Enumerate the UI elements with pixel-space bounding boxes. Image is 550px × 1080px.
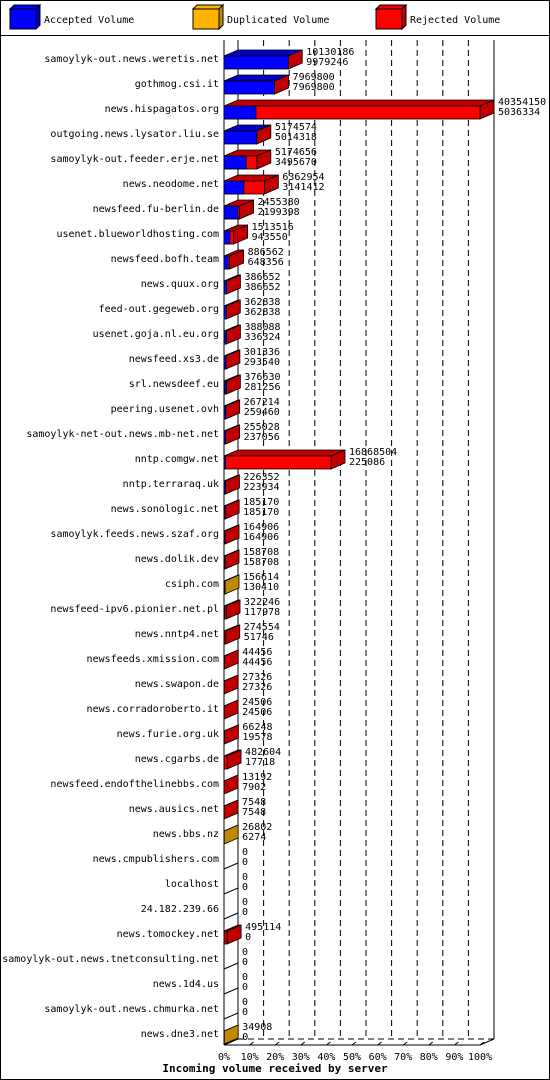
bar-rejected-top [224,100,494,106]
bar-empty [224,913,238,919]
value-total: 226352 [243,472,280,483]
row-label: samoylyk-out.feeder.erje.net [50,154,219,165]
value-total: 164906 [243,522,280,533]
row-label: news.ausics.net [128,804,219,815]
x-tick-label: 0% [217,1052,231,1063]
x-tick-label: 80% [419,1052,438,1063]
bar-accepted [224,606,225,619]
value-total: 322246 [244,597,281,608]
value-total: 5174656 [274,147,317,158]
value-accepted: 164906 [243,532,280,543]
value-accepted: 130410 [242,582,280,593]
bar-empty [224,863,238,869]
bar-accepted [224,456,225,469]
row-label: news.corradoroberto.it [86,704,219,715]
row-label: samoylyk.feeds.news.szaf.org [50,529,219,540]
legend-label-duplicated: Duplicated Volume [227,15,330,26]
bar-empty [224,963,238,969]
value-accepted: 0 [242,957,249,968]
row-label: news.cgarbs.de [134,754,219,765]
value-total: 66248 [242,722,273,733]
bar-accepted-side [224,675,238,694]
row-label: peering.usenet.ovh [110,404,219,415]
x-tick-label: 10% [240,1052,259,1063]
row-label: news.nntp4.net [134,629,219,640]
row-label: newsfeed.xs3.de [128,354,219,365]
row-label: news.cmpublishers.com [92,854,219,865]
value-total: 301336 [243,347,281,358]
value-accepted: 281256 [244,382,281,393]
value-accepted: 259460 [243,407,280,418]
value-accepted: 27326 [242,682,273,693]
value-total: 886562 [247,247,284,258]
bar-empty [224,988,238,994]
bar-rejected-top [224,450,345,456]
bar-accepted [224,506,225,519]
value-accepted: 0 [242,1032,249,1043]
legend-swatch-top [376,5,406,9]
value-accepted: 51746 [243,632,274,643]
bar-rejected [224,106,480,119]
value-accepted: 24506 [242,707,273,718]
bar-accepted-side [225,550,239,569]
value-total: 7969800 [292,72,335,83]
row-label: newsfeed.bofh.team [110,254,219,265]
value-accepted: 0 [242,907,249,918]
value-total: 0 [242,997,249,1008]
bar-empty [224,888,238,894]
bar-rejected-side [224,775,238,794]
value-total: 0 [242,972,249,983]
value-total: 156614 [242,572,280,583]
value-accepted: 3141412 [282,182,325,193]
legend-swatch-side [219,5,223,29]
bar-accepted [224,81,275,94]
row-label: news.hispagatos.org [104,104,219,115]
value-total: 185170 [243,497,280,508]
value-total: 44456 [242,647,273,658]
value-accepted: 185170 [243,507,280,518]
row-label: news.tomockey.net [116,929,219,940]
x-axis-title: Incoming volume received by server [162,1062,388,1075]
x-tick-label: 40% [317,1052,336,1063]
row-label: newsfeed.fu-berlin.de [92,204,219,215]
row-label: srl.newsdeef.eu [128,379,219,390]
value-accepted: 158708 [243,557,280,568]
x-tick-label: 30% [291,1052,310,1063]
value-total: 7548 [242,797,267,808]
bar-accepted [224,306,226,319]
row-label: nntp.comgw.net [134,454,219,465]
row-label: news.furie.org.uk [116,729,219,740]
row-label: news.dolik.dev [134,554,219,565]
value-accepted: 3495670 [274,157,317,168]
row-label: nntp.terraraq.uk [122,479,219,490]
bar-accepted [224,181,244,194]
value-total: 0 [242,872,249,883]
row-label: localhost [164,879,219,890]
value-total: 2455380 [257,197,300,208]
value-accepted: 6274 [242,832,267,843]
row-label: 24.182.239.66 [140,904,219,915]
legend-swatch-top [10,5,40,9]
row-label: news.bbs.nz [152,829,219,840]
x-tick-label: 50% [342,1052,362,1063]
value-total: 26802 [242,822,273,833]
value-total: 255028 [243,422,280,433]
value-total: 6362954 [282,172,325,183]
bar-duplicated-side [225,575,239,594]
bar-accepted-side [224,650,238,669]
value-total: 40354150 [498,97,547,108]
value-accepted: 0 [245,932,252,943]
value-total: 24506 [242,697,273,708]
bar-accepted [224,331,226,344]
x-tick-label: 100% [467,1052,493,1063]
bar-accepted [224,556,225,569]
value-total: 0 [242,897,249,908]
value-accepted: 386652 [244,282,281,293]
bar-accepted [224,131,257,144]
value-total: 0 [242,847,249,858]
value-accepted: 19578 [242,732,273,743]
legend-swatch-duplicated [193,9,219,29]
row-label: news.dne3.net [140,1029,219,1040]
bar-rejected-side [227,925,241,944]
legend-swatch-rejected [376,9,402,29]
bar-rejected-side [225,475,239,494]
value-accepted: 336324 [244,332,281,343]
bar-accepted [224,231,230,244]
value-accepted: 0 [242,857,249,868]
value-accepted: 943550 [251,232,288,243]
bar-accepted-side [225,525,239,544]
bar-accepted [224,381,226,394]
value-accepted: 7548 [242,807,267,818]
row-label: usenet.blueworldhosting.com [56,229,219,240]
row-label: csiph.com [164,579,219,590]
value-accepted: 223934 [243,482,280,493]
row-label: news.swapon.de [134,679,219,690]
value-accepted: 0 [242,1007,249,1018]
x-tick-label: 60% [368,1052,387,1063]
row-label: news.sonologic.net [110,504,219,515]
bar-accepted-side [224,800,238,819]
bar-rejected-side [227,750,241,769]
bar-accepted [224,106,256,119]
row-label: newsfeed-ipv6.pionier.net.pl [50,604,219,615]
bar-accepted [224,581,225,594]
value-accepted: 44456 [242,657,273,668]
bar-rejected-side [224,725,238,744]
value-total: 386652 [244,272,281,283]
bar-accepted [224,531,225,544]
value-total: 362838 [244,297,281,308]
bar-accepted [224,206,238,219]
row-label: newsfeed.endofthelinebbs.com [50,779,219,790]
row-label: news.1d4.us [152,979,219,990]
value-total: 13192 [242,772,273,783]
row-label: feed-out.gegeweb.org [98,304,219,315]
value-total: 16868504 [349,447,398,458]
value-total: 482604 [245,747,282,758]
value-accepted: 0 [242,882,249,893]
bar-duplicated-side [224,825,238,844]
value-accepted: 5036334 [498,107,541,118]
floor-edge-right [480,1039,494,1045]
row-label: samoylyk-out.news.weretis.net [44,54,219,65]
legend-swatch-top [193,5,223,9]
value-accepted: 0 [242,982,249,993]
bar-accepted [224,431,226,444]
x-tick-label: 70% [394,1052,413,1063]
value-total: 158708 [243,547,280,558]
row-label: samoylyk-out.news.chmurka.net [44,1004,219,1015]
bar-accepted [224,156,246,169]
bar-accepted [224,56,288,69]
legend-label-rejected: Rejected Volume [410,15,501,26]
row-label: samoylyk-out.news.tnetconsulting.net [2,954,219,965]
value-accepted: 362838 [244,307,281,318]
row-label: news.quux.org [140,279,219,290]
row-label: samoylyk-net-out.news.mb-net.net [26,429,219,440]
bar-duplicated-side [224,1025,238,1044]
value-accepted: 2199398 [257,207,300,218]
value-accepted: 5014318 [274,132,317,143]
legend-label-accepted: Accepted Volume [44,15,135,26]
value-total: 5174574 [274,122,317,133]
bar-accepted-side [225,500,239,519]
row-label: news.neodome.net [122,179,219,190]
bar-rejected [224,931,227,944]
value-total: 34908 [242,1022,273,1033]
row-label: usenet.goja.nl.eu.org [92,329,219,340]
value-accepted: 7902 [242,782,267,793]
value-accepted: 237056 [243,432,280,443]
row-label: newsfeeds.xmission.com [86,654,219,665]
value-accepted: 7969800 [292,82,335,93]
value-total: 27326 [242,672,273,683]
bar-accepted [224,356,226,369]
bar-accepted [224,406,226,419]
value-accepted: 225086 [349,457,386,468]
value-accepted: 117978 [244,607,281,618]
value-accepted: 648356 [247,257,284,268]
bar-accepted [224,281,226,294]
bar-accepted [224,256,228,269]
legend-swatch-accepted [10,9,36,29]
value-accepted: 9979246 [306,57,349,68]
x-tick-label: 90% [445,1052,464,1063]
value-accepted: 17718 [245,757,276,768]
bar-accepted-side [224,700,238,719]
bar-rejected [224,456,331,469]
value-total: 388088 [244,322,281,333]
value-total: 10130186 [306,47,355,58]
value-total: 0 [242,947,249,958]
value-accepted: 293540 [243,357,281,368]
legend-swatch-side [402,5,406,29]
value-total: 495114 [245,922,282,933]
bar-empty [224,1013,238,1019]
value-total: 274554 [243,622,280,633]
row-label: gothmog.csi.it [134,79,219,90]
value-total: 376630 [244,372,281,383]
bar-accepted [224,481,225,494]
value-total: 1513516 [251,222,294,233]
row-label: outgoing.news.lysator.liu.se [50,129,219,140]
legend-swatch-side [36,5,40,29]
x-tick-label: 20% [266,1052,285,1063]
value-total: 267214 [243,397,280,408]
